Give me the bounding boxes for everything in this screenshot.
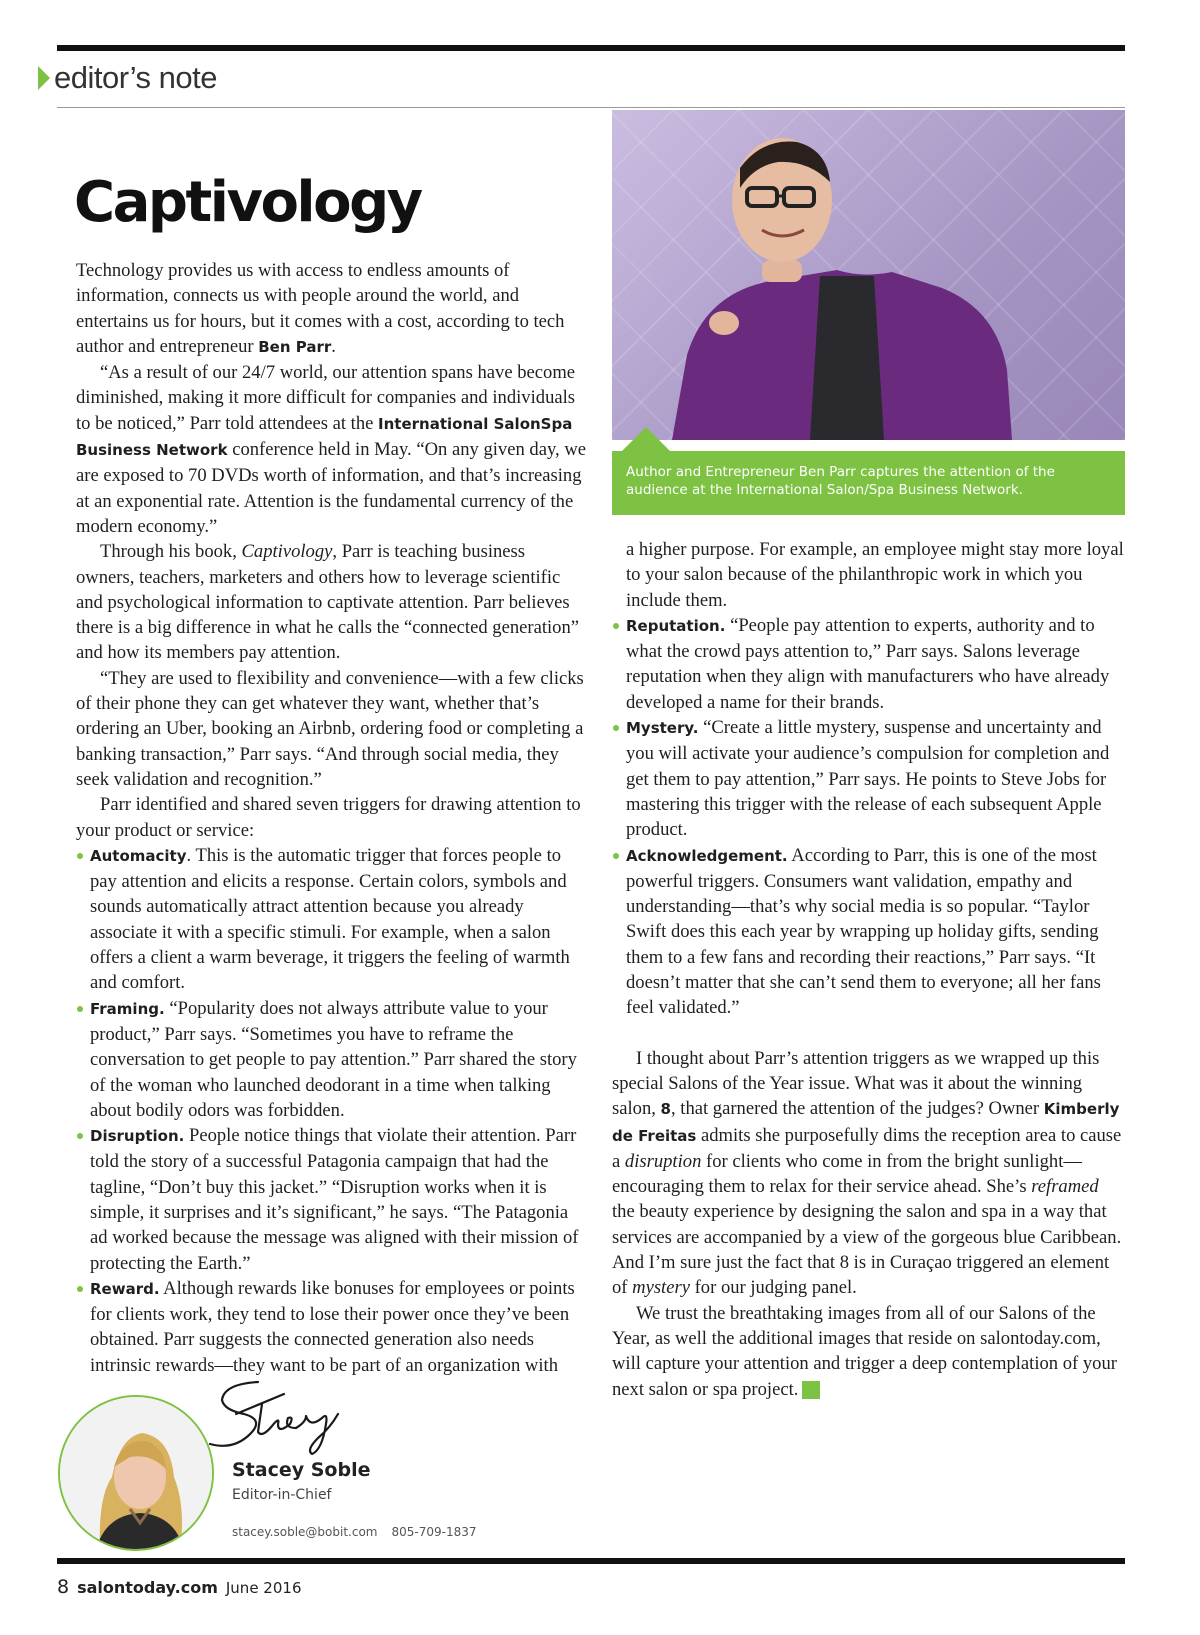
author-photo: [612, 110, 1125, 440]
intro-end: .: [331, 335, 336, 357]
editor-name: Stacey Soble: [232, 1459, 371, 1481]
bullet-text: People notice things that violate their attention. Parr told the story of a successful Patagonia campaign that had the tagline, “Don’t buy this jacket.” “Disruption works when it is simple, it surprises and it’s significant,” he says. “The Patagonia ad worked because the message was aligned with their mission of protecting the Earth.”: [90, 1125, 579, 1274]
section-header: [38, 58, 217, 98]
list-item: [612, 613, 1124, 715]
quote-text: “As a result of our 24/7 world, our attention spans have become diminished, making it more difficult for companies and individuals to be noticed,” Parr told attendees at the: [76, 362, 576, 434]
emphasis-word: reframed: [1031, 1176, 1099, 1198]
bullet-text: . This is the automatic trigger that forces people to pay attention and elicits a response. Certain colors, symbols and sounds automatically attract attention because you already associate it with a specific stimuli. For example, when a salon offers a client a warm beverage, it triggers the feeling of warmth and comfort.: [90, 844, 570, 994]
editor-phone: 805-709-1837: [391, 1525, 477, 1539]
article-title: Captivology: [74, 170, 421, 235]
left-column: [76, 258, 588, 1378]
header-divider: [57, 107, 1125, 108]
bullet-text: “Create a little mystery, suspense and uncertainty and you will activate your audience’s compulsion for completion and get them to pay attention,” Parr says. He points to Steve Jobs for mastering this trigger with the release of each subsequent Apple product.: [626, 717, 1110, 841]
triggers-intro-paragraph: Parr identified and shared seven triggers for drawing attention to your product or service:: [76, 794, 581, 841]
paragraph-spacer: [612, 1021, 1124, 1046]
bottom-rule: [57, 1558, 1125, 1564]
book-text-end: , Parr is teaching business owners, teachers, marketers and others how to leverage scientific and psychological information to captivate attention. Parr believes there is a big difference in what he calls the “connected generation” and how its members pay attention.: [76, 541, 580, 664]
continuation-text: a higher purpose. For example, an employee might stay more loyal to your salon because of the philanthropic work in which you include them.: [626, 539, 1124, 611]
intro-text: Technology provides us with access to endless amounts of information, connects us with people around the world, and entertains us for hours, but it comes with a cost, according to tech author and entrepreneur: [76, 260, 565, 357]
winner-text: the beauty experience by designing the salon and spa in a way that services are accompanied by a view of the gorgeous blue Caribbean. And I’m sure just the fact that 8 is in Curaçao triggered an element of: [612, 1201, 1122, 1299]
list-item: [612, 715, 1124, 842]
trigger-list-left: [76, 843, 588, 1378]
avatar: [58, 1395, 214, 1551]
bullet-label: Reputation.: [626, 616, 726, 635]
quote-paragraph: [76, 360, 588, 539]
bullet-label: Acknowledgement.: [626, 846, 788, 865]
closing-paragraph: [612, 1301, 1124, 1402]
bullet-text: “People pay attention to experts, authority and to what the crowd pays attention to,” Parr says. Salons leverage reputation when they align with manufacturers who have already developed a name for their brands.: [626, 614, 1110, 713]
book-paragraph: [76, 539, 588, 665]
bullet-label: Framing.: [90, 999, 165, 1018]
winner-text: for clients who come in from the bright sunlight—encouraging them to relax for their service ahead. She’s: [612, 1150, 1082, 1198]
salon-name: 8: [660, 1100, 671, 1119]
section-label: editor’s note: [54, 60, 217, 95]
book-title: Captivology: [241, 541, 333, 563]
winner-paragraph: [612, 1046, 1124, 1301]
convenience-paragraph: “They are used to flexibility and convenience—with a few clicks of their phone they can get whatever they want, whether that’s ordering an Uber, booking an Airbnb, ordering food or completing a banking transaction,” Parr says. “And through social media, they seek validation and recognition.”: [76, 667, 584, 790]
list-item: [612, 843, 1124, 1021]
emphasis-word: mystery: [632, 1277, 690, 1299]
closing-text: We trust the breathtaking images from all of our Salons of the Year, as well the additional images that reside on salontoday.com, will capture your attention and trigger a deep contemplation of your next salon or spa project.: [612, 1302, 1117, 1400]
editor-email[interactable]: stacey.soble@bobit.com: [232, 1525, 378, 1539]
triangle-arrow-icon: [38, 66, 50, 90]
handwritten-signature: [206, 1374, 366, 1464]
editor-contact: [232, 1525, 477, 1539]
list-item: [76, 1276, 588, 1378]
bullet-text: “Popularity does not always attribute value to your product,” Parr says. “Sometimes you have to reframe the conversation to get people to pay attention.” Parr shared the story of the woman who launched deodorant in a time when talking about bodily odors was forbidden.: [90, 997, 577, 1121]
winner-text: admits she purposefully dims the reception area to cause a: [612, 1124, 1122, 1172]
winner-text: I thought about Parr’s attention triggers as we wrapped up this special Salons of the Year issue. What was it about the winning salon,: [612, 1047, 1100, 1120]
person-name: Ben Parr: [258, 337, 332, 356]
bullet-label: Disruption.: [90, 1127, 185, 1146]
person-pointing-illustration: [612, 110, 1125, 440]
editor-portrait: [60, 1397, 212, 1549]
right-column: [612, 537, 1124, 1402]
st-logo-icon: st: [802, 1381, 820, 1399]
bullet-text: According to Parr, this is one of the most powerful triggers. Consumers want validation, empathy and understanding—that’s why social media is so popular. “Taylor Swift does this each year by wrapping up holiday gifts, sending them to a few fans and recording their reactions,” Parr says. “It doesn’t matter that she can’t send them to everyone; all her fans feel validated.”: [626, 844, 1101, 1019]
intro-paragraph: [76, 258, 588, 360]
page-footer: [57, 1576, 301, 1598]
list-item: [76, 843, 588, 996]
emphasis-word: disruption: [624, 1150, 702, 1172]
list-item: [76, 996, 588, 1123]
caption-pointer: [622, 427, 670, 451]
bullet-label: Reward.: [90, 1279, 160, 1298]
site-name[interactable]: salontoday.com: [77, 1578, 218, 1597]
bullet-text: Although rewards like bonuses for employees or points for clients work, they tend to lose their power once they’ve been obtained. Parr suggests the connected generation also needs intrinsic rewards—they want to be part of an organization with: [90, 1277, 575, 1376]
owner-name: Kimberly de Freitas: [612, 1100, 1120, 1145]
organization-name: International SalonSpa Business Network: [76, 414, 573, 460]
photo-caption: Author and Entrepreneur Ben Parr captures the attention of the audience at the International Salon/Spa Business Network.: [612, 451, 1125, 515]
winner-text: for our judging panel.: [689, 1277, 857, 1299]
trigger-list-right: [612, 613, 1124, 1021]
top-rule: [57, 45, 1125, 51]
quote-text-end: conference held in May. “On any given day, we are exposed to 70 DVDs worth of information, and that’s increasing at an exponential rate. Attention is the fundamental currency of the modern economy.”: [76, 439, 587, 537]
editor-role: Editor-in-Chief: [232, 1487, 332, 1503]
winner-text: , that garnered the attention of the judges? Owner: [670, 1098, 1044, 1120]
issue-date: June 2016: [225, 1579, 302, 1597]
page-number: 8: [57, 1576, 70, 1598]
bullet-label: Automacity: [90, 846, 187, 865]
list-item: [76, 1123, 588, 1276]
bullet-label: Mystery.: [626, 719, 699, 738]
book-text: Through his book,: [100, 541, 242, 563]
